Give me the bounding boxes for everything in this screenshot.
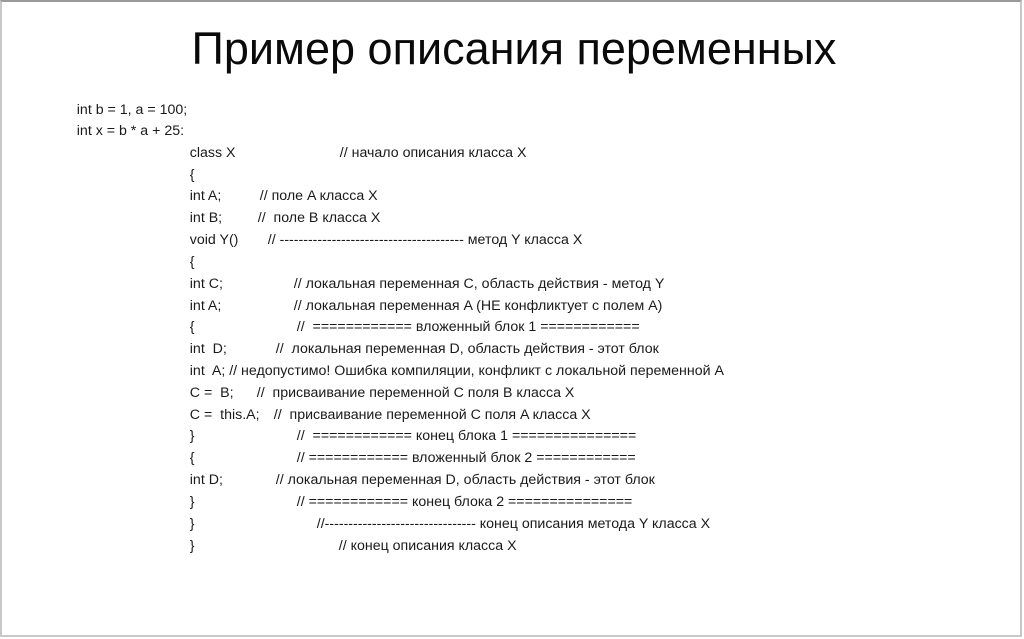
comment-text: // начало описания класса X <box>339 145 527 161</box>
comment-text: // поле B класса X <box>257 210 381 226</box>
comment-text: // --------------------------------------- метод Y класса X <box>267 232 583 248</box>
comment-text: // присваивание переменной C поля B класса X <box>256 385 575 401</box>
comment-text: // локальная переменная C, область действия - метод Y <box>293 276 665 292</box>
slide-title: Пример описания переменных <box>191 23 837 74</box>
code-text: C = this.A; <box>189 407 260 423</box>
code-text: } <box>189 538 195 554</box>
comment-text: // ============ конец блока 2 =============== <box>296 494 633 510</box>
code-text: { <box>189 254 195 270</box>
comment-text: // локальная переменная D, область действия - этот блок <box>275 472 655 488</box>
code-text: int A; <box>189 188 222 204</box>
code-text: } <box>189 428 195 444</box>
code-line <box>61 101 184 161</box>
comment-text: // конец описания класса X <box>338 538 517 554</box>
comment-text: // локальная переменная A (НЕ конфликтует с полем A) <box>293 298 663 314</box>
code-text: { <box>189 450 195 466</box>
code-text: int A; // недопустимо! Ошибка компиляции, конфликт с локальной переменной A <box>189 363 724 379</box>
comment-text: // присваивание переменной C поля A класса X <box>273 407 591 423</box>
code-text: class X <box>189 145 236 161</box>
comment-text: // поле A класса X <box>259 188 378 204</box>
code-text: int b = 1, a = 100; <box>76 102 188 118</box>
code-text: int x = b * a + 25: <box>76 123 185 139</box>
code-text: int D; <box>189 341 227 357</box>
code-text: { <box>189 319 195 335</box>
code-text: int A; <box>189 298 222 314</box>
code-text: int C; <box>189 276 223 292</box>
comment-text: // локальная переменная D, область действия - этот блок <box>275 341 659 357</box>
code-text: } <box>189 494 195 510</box>
comment-text: //-------------------------------- конец описания метода Y класса X <box>316 516 711 532</box>
code-text: { <box>189 167 195 183</box>
code-text: void Y() <box>189 232 239 248</box>
code-text: int D; <box>189 472 223 488</box>
code-text: int B; <box>189 210 223 226</box>
code-line <box>174 516 195 576</box>
code-text: } <box>189 516 195 532</box>
comment-text: // ============ вложенный блок 1 ============ <box>296 319 640 335</box>
code-text: C = B; <box>189 385 234 401</box>
comment-text: // ============ конец блока 1 =============== <box>296 428 637 444</box>
comment-text: // ============ вложенный блок 2 ============ <box>296 450 636 466</box>
code-comment <box>323 516 517 576</box>
